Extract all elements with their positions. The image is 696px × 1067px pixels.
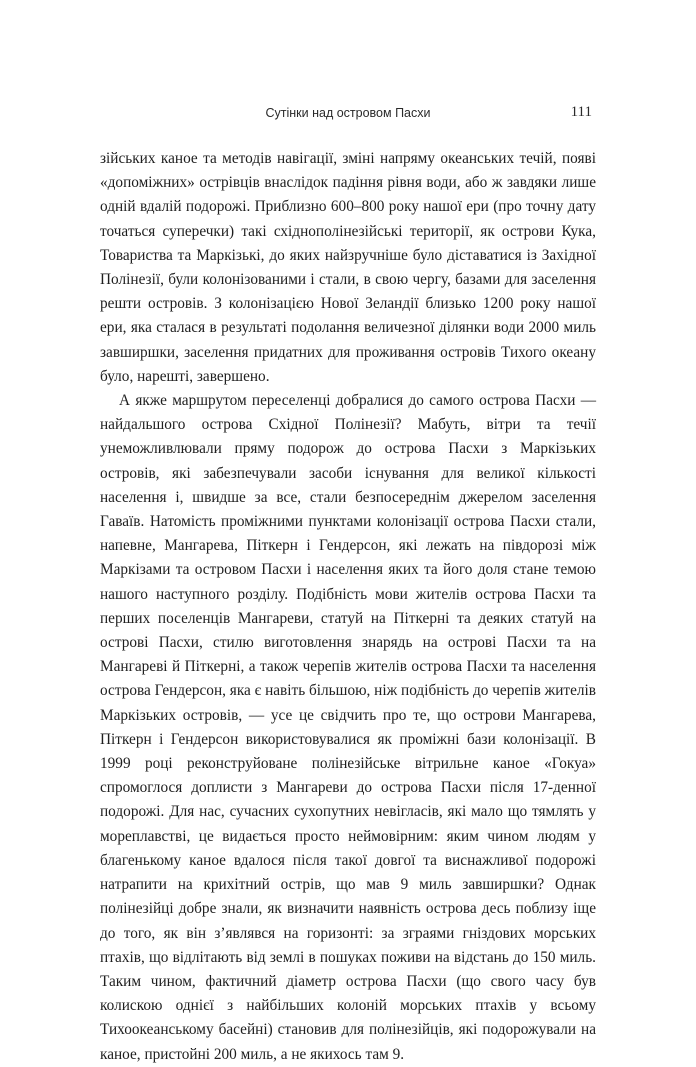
page-number: 111 — [570, 104, 592, 120]
paragraph-continued: зійських каное та методів навігації, зміні напряму океанських течій, появі «допоміжних» острівців внаслідок падіння рівня води, або ж завдяки лише одній вдалій подорожі. Приблизно 600–800 року нашої ери (про точну дату точаться суперечки) такі східнополінезійські території, як острови Кука, Товариства та Маркізькі, до яких найзручніше було діставатися із Західної Полінезії, були колонізованими і стали, в свою чергу, базами для заселення решти островів. З колонізацією Нової Зеландії близько 1200 року нашої ери, яка сталася в результаті подолання величезної ділянки води 2000 миль завширшки, заселення придатних для проживання островів Тихого океану було, нарешті, завершено. — [100, 150, 596, 385]
running-header — [100, 104, 596, 124]
body-text — [100, 147, 596, 1067]
running-title: Сутінки над островом Пасхи — [265, 106, 431, 120]
paragraph: А якже маршрутом переселенці добралися до самого острова Пасхи — найдальшого острова Східної Полінезії? Мабуть, вітри та течії унеможливлювали пряму подорож до острова Пасхи з Маркізьких островів, які забезпечували засоби існування для великої кількості населення і, швидше за все, стали безпосереднім джерелом заселення Гаваїв. Натомість проміжними пунктами колонізації острова Пасхи стали, напевне, Мангарева, Піткерн і Гендерсон, які лежать на півдорозі між Маркізами та островом Пасхи і населення яких та його доля стане темою нашого наступного розділу. Подібність мови жителів острова Пасхи та перших поселенців Мангареви, статуй на Піткерні та деяких статуй на острові Пасхи, стилю виготовлення знарядь на острові Пасхи та на Мангареві й Піткерні, а також черепів жителів острова Пасхи та населення острова Гендерсон, яка є навіть більшою, ніж подібність до черепів жителів Маркізьких островів, — усе це свідчить про те, що острови Мангарева, Піткерн і Гендерсон використовувалися як проміжні бази колонізації. В 1999 році реконструйоване полінезійське вітрильне каное «Гокуа» спромоглося доплисти з Мангареви до острова Пасхи після 17-денної подорожі. Для нас, сучасних сухопутних невігласів, які мало що тямлять у мореплавстві, це видається просто неймовірним: яким чином людям у благенькому каное вдалося після такої довгої та виснажливої подорожі натрапити на крихітний острів, що мав 9 миль завширшки? Однак полінезійці добре знали, як визначити наявність острова десь поблизу іще до того, як він з’являвся на горизонті: за зграями гніздових морських птахів, що відлітають від землі в пошуках поживи на відстань до 150 миль. Таким чином, фактичний діаметр острова Пасхи (що свого часу був колискою однієї з найбільших колоній морських птахів у всьому Тихоокеанському басейні) становив для полінезійців, які подорожували на каное, пристойні 200 миль, а не якихось там 9. — [100, 392, 596, 1063]
